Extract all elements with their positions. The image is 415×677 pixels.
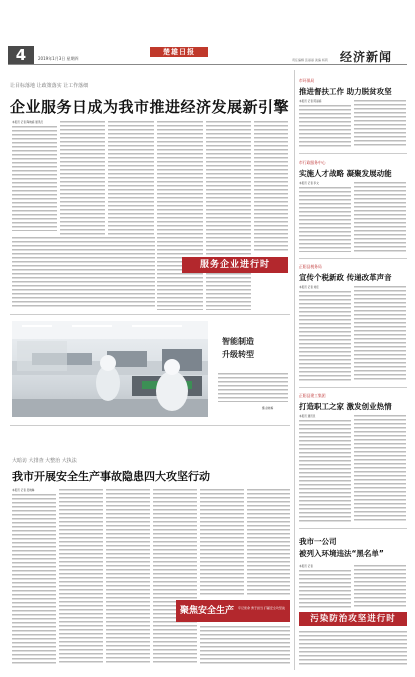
right-divider-2 bbox=[299, 258, 407, 259]
safety-byline: 本报讯 记者 吴晓琳 bbox=[12, 489, 35, 492]
safety-column-4 bbox=[153, 488, 197, 665]
safety-column-tail bbox=[200, 625, 290, 665]
masthead-logo: 楚雄日报 bbox=[150, 47, 208, 57]
right-s4-col2 bbox=[354, 414, 406, 523]
divider-lead bbox=[10, 314, 290, 315]
right-s1-col1 bbox=[299, 104, 351, 148]
safety-column-3 bbox=[106, 488, 150, 665]
right-s5-title-line2: 被列入环境违法“黑名单” bbox=[299, 549, 384, 558]
lead-column-2 bbox=[60, 120, 105, 242]
right-s4-byline: 本报讯 通讯员 bbox=[299, 415, 316, 418]
lead-column-5 bbox=[206, 120, 251, 310]
safety-column-1 bbox=[12, 493, 56, 665]
right-s5-title-line1: 我市一公司 bbox=[299, 537, 337, 546]
lead-column-1 bbox=[12, 125, 57, 231]
right-s4-col1 bbox=[299, 419, 351, 523]
right-s1-byline: 本报讯 记者 陈丽娟 bbox=[299, 100, 322, 103]
issue-date: 2019年1月3日 星期四 bbox=[38, 56, 79, 61]
right-s2-tag: 市行政服务中心 bbox=[299, 160, 326, 165]
lead-column-6 bbox=[254, 120, 288, 252]
safety-column-6 bbox=[247, 488, 290, 596]
photo-title-line2: 升级转型 bbox=[222, 350, 254, 359]
right-divider-4 bbox=[299, 528, 407, 529]
photo-credit: 摄 赵晓梅 bbox=[262, 407, 274, 410]
lead-column-4 bbox=[157, 120, 203, 310]
safety-kicker: 大暗访 大排查 大整治 大执法 bbox=[12, 458, 77, 464]
page-number: 4 bbox=[8, 46, 34, 64]
lead-kicker: 让目标落地 让政策落实 让工作落细 bbox=[10, 83, 89, 89]
right-divider-1 bbox=[299, 153, 407, 154]
right-s3-col2 bbox=[354, 285, 406, 382]
editor-meta: 责任编辑 张丽丽 美编 杨莉 bbox=[292, 58, 328, 62]
right-s5-col1 bbox=[299, 569, 351, 609]
right-s1-col2 bbox=[354, 99, 406, 148]
right-s3-byline: 本报讯 记者 刘佳 bbox=[299, 286, 319, 289]
right-s3-title: 宣传个税新政 传递改革声音 bbox=[299, 273, 392, 282]
right-s2-col2 bbox=[354, 181, 406, 252]
right-s3-tag: 正阳县税务局 bbox=[299, 264, 322, 269]
lead-headline: 企业服务日成为我市推进经济发展新引擎 bbox=[10, 98, 290, 116]
right-s1-title: 推进督扶工作 助力脱贫攻坚 bbox=[299, 87, 392, 96]
section-title: 经济新闻 bbox=[340, 50, 393, 64]
right-s2-col1 bbox=[299, 186, 351, 252]
lead-column-lower bbox=[12, 236, 155, 308]
factory-photo-drawing bbox=[12, 321, 208, 417]
lead-byline: 本报讯 记者 陶晓娟 通讯员 bbox=[12, 121, 44, 124]
photo-title-line1: 智能制造 bbox=[222, 337, 254, 346]
right-s1-tag: 市环保局 bbox=[299, 78, 315, 83]
factory-photo bbox=[12, 321, 208, 417]
right-s2-title: 实施人才战略 凝聚发展动能 bbox=[299, 169, 392, 178]
banner-safety-slogan: 牢记使命 勇于担当 打赢安全攻坚战 bbox=[238, 606, 285, 610]
right-s4-tag: 正阳县建工集团 bbox=[299, 393, 326, 398]
right-s5-tail bbox=[299, 630, 407, 666]
photo-caption-text bbox=[218, 372, 288, 402]
divider-photo bbox=[10, 425, 290, 426]
right-s2-byline: 本报讯 记者 李文 bbox=[299, 182, 319, 185]
banner-pollution-control: 污染防治攻坚进行时 bbox=[299, 612, 407, 626]
column-divider bbox=[294, 70, 295, 670]
right-s5-byline: 本报讯 记者 bbox=[299, 565, 313, 568]
right-s3-col1 bbox=[299, 290, 351, 382]
right-s4-title: 打造职工之家 激发创业热情 bbox=[299, 402, 392, 411]
lead-column-3 bbox=[108, 120, 154, 242]
safety-column-2 bbox=[59, 488, 103, 665]
right-divider-3 bbox=[299, 387, 407, 388]
safety-column-5 bbox=[200, 488, 244, 596]
banner-safety-title: 聚焦安全生产 bbox=[180, 606, 235, 616]
header-rule bbox=[8, 64, 407, 65]
banner-enterprise-service: 服务企业进行时 bbox=[182, 257, 288, 273]
safety-headline: 我市开展安全生产事故隐患四大攻坚行动 bbox=[12, 470, 210, 483]
right-s5-col2 bbox=[354, 564, 406, 609]
banner-safety bbox=[176, 600, 290, 622]
